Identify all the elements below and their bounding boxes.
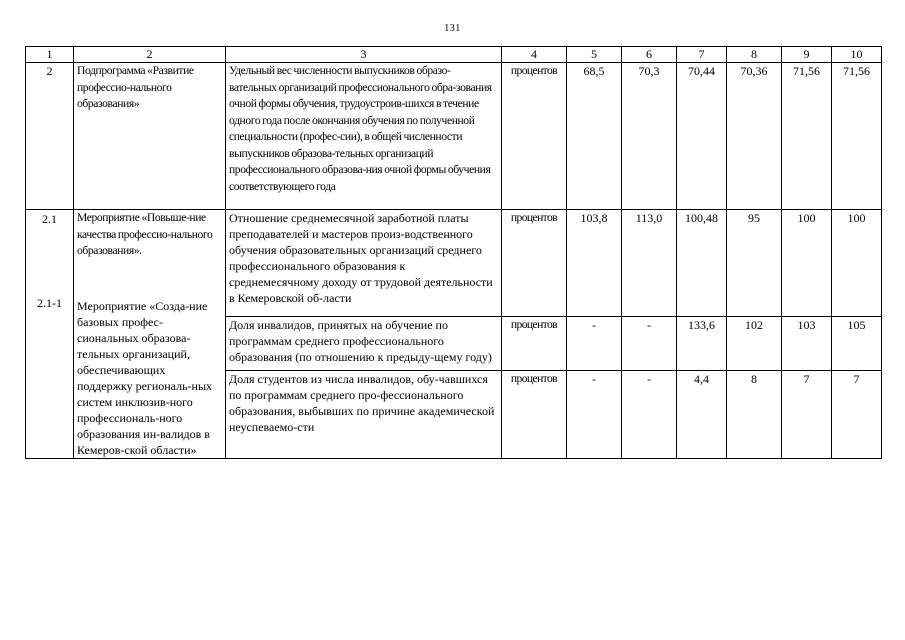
value-cell: 113,0 [622,210,677,317]
measure-code: 2.1-1 [37,296,62,310]
measure-name: Мероприятие «Созда-ние базовых профес-сиональных образова-тельных организаций, обеспечивающих поддержку региональ-ных систем инклюзив-ного профессиональ-ного образования ин-валидов в Кемеров-ской области» [77,298,213,457]
value-cell: 100 [782,210,832,317]
header-cell: 4 [502,47,567,63]
header-cell: 3 [226,47,502,63]
value-cell: 8 [727,371,782,458]
value-cell: 71,56 [832,63,882,210]
subprogram-name: Подпрограмма «Развитие профессио-нального образования» [74,63,226,210]
value-cell: 133,6 [677,317,727,371]
subprogram-code: 2 [26,63,74,210]
value-cell: 7 [782,371,832,458]
value-cell: 4,4 [677,371,727,458]
unit-cell: процентов [502,317,567,371]
indicators-table [25,46,882,459]
measure-row [26,210,882,317]
header-cell: 5 [567,47,622,63]
subprogram-indicator: Удельный вес численности выпускников образо-вательных организаций профессионального обра-зования очной формы обучения, трудоустроив-шихся в течение одного года после окончания обучения по полученной специальности (профес-сии), в общей численности выпускников образова-тельных организаций профессионального образова-ния очной формы обучения соответствующего года [226,63,502,210]
header-cell: 9 [782,47,832,63]
value-cell: 70,44 [677,63,727,210]
measure-codes-cell [26,210,74,459]
value-cell: - [622,371,677,458]
measure-code: 2.1 [42,212,57,226]
value-cell: 68,5 [567,63,622,210]
value-cell: 71,56 [782,63,832,210]
page-number: 131 [444,23,461,34]
value-cell: 103,8 [567,210,622,317]
header-cell: 6 [622,47,677,63]
indicator-cell: Доля инвалидов, принятых на обучение по программам среднего профессионального образования (по отношению к предыду-щему году) [226,317,502,371]
value-cell: 95 [727,210,782,317]
value-cell: - [622,317,677,371]
table-header-row [26,47,882,63]
value-cell: 105 [832,317,882,371]
header-cell: 2 [74,47,226,63]
header-cell: 7 [677,47,727,63]
value-cell: 102 [727,317,782,371]
unit-cell: процентов [502,210,567,317]
measure-names-cell [74,210,226,459]
header-cell: 1 [26,47,74,63]
unit-cell: процентов [502,63,567,210]
value-cell: 100,48 [677,210,727,317]
value-cell: 100 [832,210,882,317]
measure-name: Мероприятие «Повыше-ние качества профессио-нального образования». [77,211,213,257]
header-cell: 8 [727,47,782,63]
value-cell: - [567,317,622,371]
value-cell: 7 [832,371,882,458]
value-cell: 103 [782,317,832,371]
indicator-cell: Отношение среднемесячной заработной платы преподавателей и мастеров произ-водственного обучения образовательных организаций среднего профессионального образования к среднемесячному доходу от трудовой деятельности в Кемеровской об-ласти [226,210,502,317]
value-cell: - [567,371,622,458]
header-cell: 10 [832,47,882,63]
unit-cell: процентов [502,371,567,458]
subprogram-row [26,63,882,210]
value-cell: 70,36 [727,63,782,210]
value-cell: 70,3 [622,63,677,210]
indicator-cell: Доля студентов из числа инвалидов, обу-чавшихся по программам среднего про-фессионального образования, выбывших по причине академической неуспеваемо-сти [226,371,502,458]
